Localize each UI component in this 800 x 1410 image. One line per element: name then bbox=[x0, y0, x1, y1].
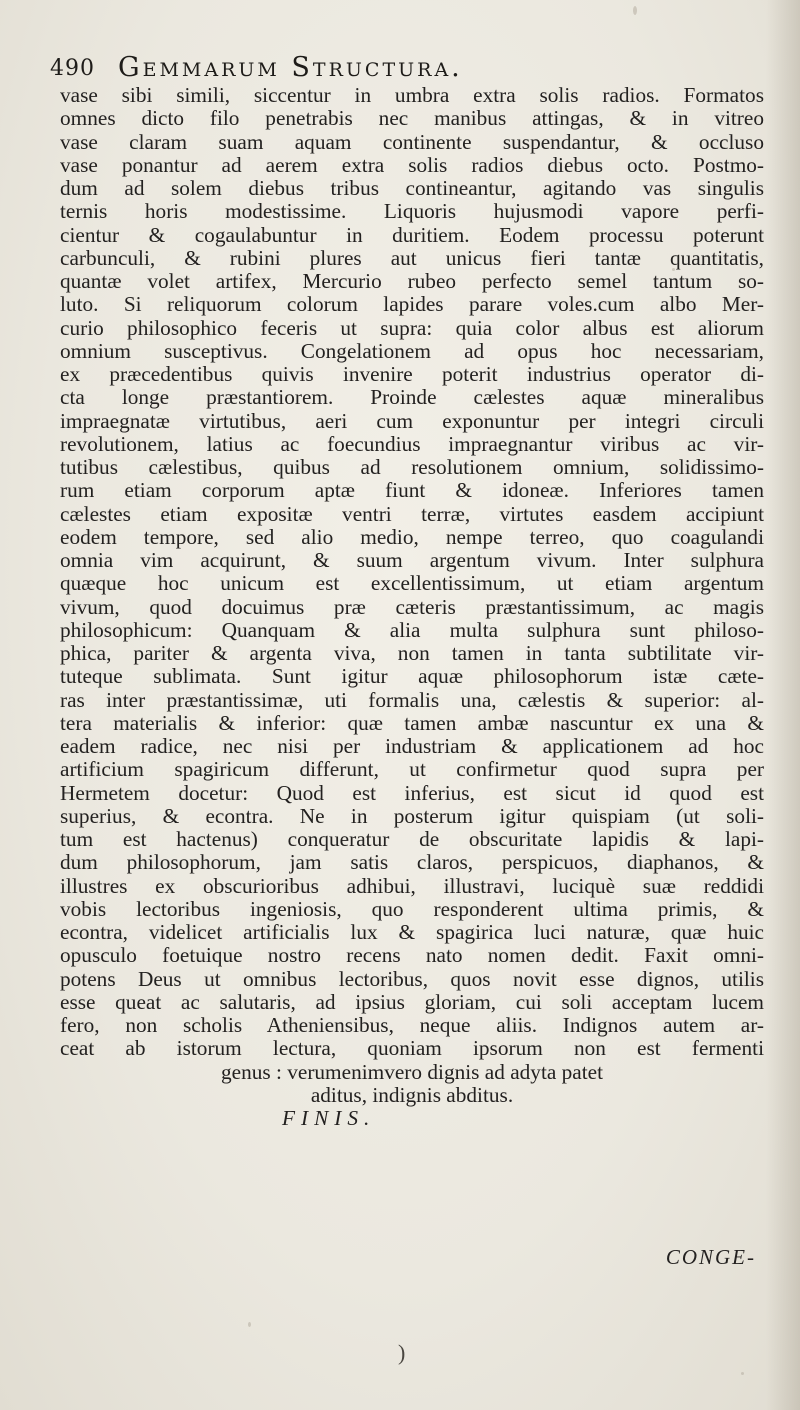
text-line: vase sibi simili, siccentur in umbra extra solis radios. Formatos bbox=[60, 83, 764, 107]
paper-speck bbox=[741, 1372, 744, 1375]
text-line: impraegnatæ virtutibus, aeri cum exponuntur per integri circuli bbox=[60, 408, 764, 433]
text-line: omnia vim acquirunt, & suum argentum vivum. Inter sulphura bbox=[60, 548, 764, 572]
page-header bbox=[50, 52, 750, 86]
text-line: cta longe præstantiorem. Proinde cælestes aquæ mineralibus bbox=[60, 385, 764, 410]
text-line: potens Deus ut omnibus lectoribus, quos novit esse dignos, utilis bbox=[60, 966, 764, 991]
text-line: tuteque sublimata. Sunt igitur aquæ philosophorum istæ cæte- bbox=[60, 664, 764, 689]
text-line: rum etiam corporum aptæ fiunt & idoneæ. Inferiores tamen bbox=[60, 478, 764, 503]
stray-mark: ) bbox=[398, 1340, 406, 1365]
text-line: omnes dicto filo penetrabis nec manibus attingas, & in vitreo bbox=[60, 106, 764, 131]
body-text bbox=[60, 84, 764, 1130]
text-line: vivum, quod docuimus præ cæteris præstantissimum, ac magis bbox=[60, 594, 764, 619]
text-line: tum est hactenus) conqueratur de obscuritate lapidis & lapi- bbox=[60, 827, 764, 851]
paper-speck bbox=[633, 6, 637, 15]
text-line: eodem tempore, sed alio medio, nempe terreo, quo coagulandi bbox=[60, 524, 764, 549]
text-line: revolutionem, latius ac foecundius impraegnantur viribus ac vir- bbox=[60, 431, 764, 456]
text-line: vobis lectoribus ingeniosis, quo responderent ultima primis, & bbox=[60, 896, 764, 921]
text-line: ex præcedentibus quivis invenire poterit industrius operator di- bbox=[60, 362, 764, 386]
text-line: esse queat ac salutaris, ad ipsius gloriam, cui soli acceptam lucem bbox=[60, 989, 764, 1014]
text-line: aditus, indignis abditus. bbox=[310, 1082, 514, 1107]
text-line: ternis horis modestissime. Liquoris hujusmodi vapore perfi- bbox=[60, 199, 764, 224]
text-line: curio philosophico feceris ut supra: quia color albus est aliorum bbox=[60, 315, 764, 340]
text-line: econtra, videlicet artificialis lux & spagirica luci naturæ, quæ huic bbox=[60, 920, 764, 944]
text-line: vase claram suam aquam continente suspendantur, & occluso bbox=[60, 129, 764, 154]
catchword: CONGE- bbox=[665, 1245, 756, 1269]
text-line: dum philosophorum, jam satis claros, perspicuos, diaphanos, & bbox=[60, 850, 764, 875]
text-line: luto. Si reliquorum colorum lapides parare voles.cum albo Mer- bbox=[60, 292, 764, 317]
text-line: tutibus cælestibus, quibus ad resolutionem omnium, solidissimo- bbox=[60, 455, 764, 479]
text-line: ras inter præstantissimæ, uti formalis una, cælestis & superior: al- bbox=[60, 687, 764, 712]
text-line: ceat ab istorum lectura, quoniam ipsorum non est fermenti bbox=[60, 1036, 764, 1061]
text-line: carbunculi, & rubini plures aut unicus fieri tantæ quantitatis, bbox=[60, 245, 764, 270]
text-line: vase ponantur ad aerem extra solis radios diebus octo. Postmo- bbox=[60, 152, 764, 177]
text-line: Hermetem docetur: Quod est inferius, est sicut id quod est bbox=[60, 780, 764, 805]
text-line: quæque hoc unicum est excellentissimum, ut etiam argentum bbox=[60, 571, 764, 596]
text-line: omnium susceptivus. Congelationem ad opus hoc necessariam, bbox=[60, 338, 764, 363]
text-line: tera materialis & inferior: quæ tamen ambæ nascuntur ex una & bbox=[60, 710, 764, 735]
text-line: eadem radice, nec nisi per industriam & applicationem ad hoc bbox=[60, 734, 764, 758]
page-number: 490 bbox=[50, 56, 95, 81]
text-line: philosophicum: Quanquam & alia multa sulphura sunt philoso- bbox=[60, 617, 764, 642]
text-line: opusculo foetuique nostro recens nato nomen dedit. Faxit omni- bbox=[60, 943, 764, 968]
text-line: illustres ex obscurioribus adhibui, illustravi, luciquè suæ reddidi bbox=[60, 873, 764, 898]
text-line: quantæ volet artifex, Mercurio rubeo perfecto semel tantum so- bbox=[60, 269, 764, 293]
text-line: artificium spagiricum differunt, ut confirmetur quod supra per bbox=[60, 757, 764, 782]
paper-speck bbox=[248, 1322, 251, 1327]
text-line: phica, pariter & argenta viva, non tamen in tanta subtilitate vir- bbox=[60, 641, 764, 665]
finis-mark: FINIS. bbox=[282, 1106, 376, 1130]
text-line: cientur & cogaulabuntur in duritiem. Eodem processu poterunt bbox=[60, 222, 764, 247]
text-line: genus : verumenimvero dignis ad adyta patet bbox=[220, 1059, 604, 1084]
text-line: cælestes etiam expositæ ventri terræ, virtutes easdem accipiunt bbox=[60, 501, 764, 526]
text-line: superius, & econtra. Ne in posterum igitur quispiam (ut soli- bbox=[60, 803, 764, 828]
running-title: Gemmarum Structura. bbox=[118, 52, 463, 83]
text-line: fero, non scholis Atheniensibus, neque aliis. Indignos autem ar- bbox=[60, 1013, 764, 1037]
text-line: dum ad solem diebus tribus contineantur, agitando vas singulis bbox=[60, 176, 764, 200]
page-edge-shadow bbox=[766, 0, 800, 1410]
